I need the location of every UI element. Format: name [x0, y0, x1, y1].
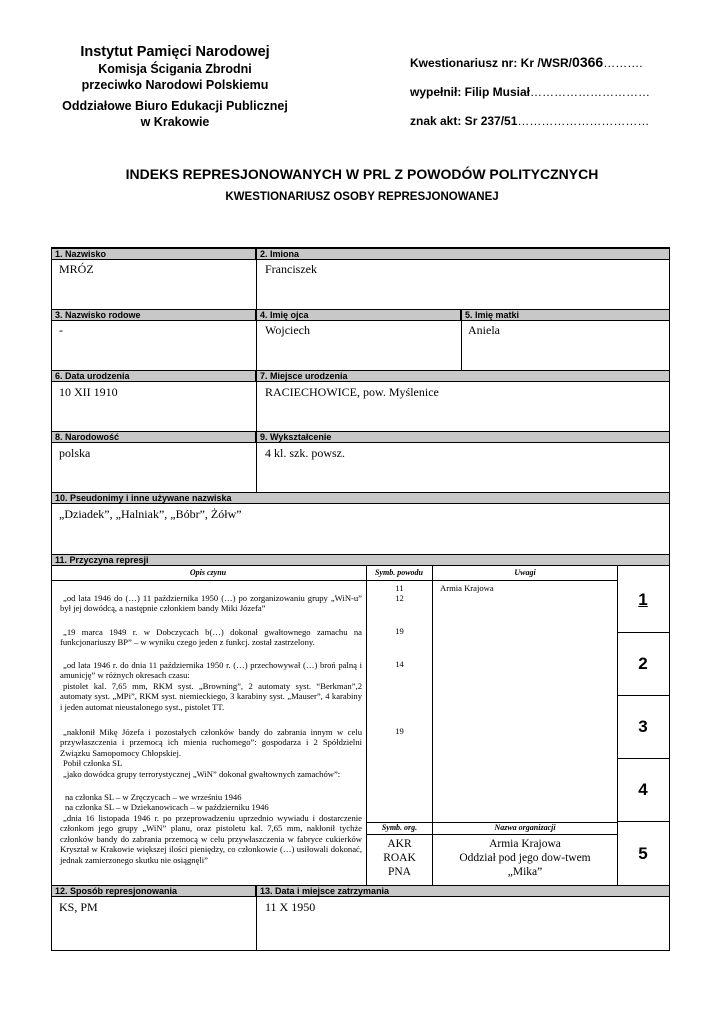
description-8: na członka SL – w Zręczycach – we wrześniu 1946 — [65, 792, 242, 802]
birth-date-label: 6. Data urodzenia — [51, 370, 256, 382]
org-name-line-1: Armia Krajowa — [489, 838, 561, 850]
org-table-header-line — [366, 834, 617, 835]
reason-code-1: 11 — [395, 583, 404, 593]
num-box-line-3 — [617, 758, 670, 759]
description-3: „od lata 1946 r. do dnia 11 października 1950 r. (…) przechowywał (…) broń palną i amunicję” w różnych okresach czasu: — [60, 660, 362, 681]
row3-divider — [256, 370, 257, 432]
filled-by-dots: ………………………… — [530, 85, 651, 99]
education-label: 9. Wykształcenie — [256, 431, 670, 443]
row2-divider-a — [256, 309, 257, 371]
file-ref-label: znak akt: Sr 237/51 — [410, 114, 518, 128]
commission-line-1: Komisja Ścigania Zbrodni — [98, 62, 252, 76]
row-number-2: 2 — [638, 654, 648, 673]
mother-name-value: Aniela — [468, 323, 500, 337]
reason-code-3: 19 — [395, 626, 404, 636]
questionnaire-number-line — [410, 54, 643, 70]
father-name-label: 4. Imię ojca — [256, 309, 461, 321]
main-title: INDEKS REPRESJONOWANYCH W PRL Z POWODÓW POLITYCZNYCH — [125, 166, 599, 182]
row-number-4: 4 — [638, 780, 648, 799]
file-ref-line — [410, 114, 649, 128]
org-name-line-3: „Mika” — [507, 866, 543, 878]
education-value: 4 kl. szk. powsz. — [265, 446, 345, 460]
row-number-1: 1 — [638, 590, 648, 609]
office-line-2: w Krakowie — [140, 115, 210, 129]
notes-value: Armia Krajowa — [440, 583, 494, 593]
repression-method-value: KS, PM — [59, 900, 98, 914]
row-number-3: 3 — [638, 717, 648, 736]
org-symbol-3: PNA — [387, 866, 411, 878]
reason-symbol-col-header: Symb. powodu — [374, 568, 423, 577]
office-line-1: Oddziałowe Biuro Edukacji Publicznej — [62, 99, 288, 113]
arrest-label: 13. Data i miejsce zatrzymania — [256, 885, 670, 897]
mother-name-label: 5. Imię matki — [461, 309, 670, 321]
org-symbol-col-header: Symb. org. — [381, 823, 418, 832]
repression-cause-label: 11. Przyczyna represji — [51, 554, 670, 566]
org-name-line-2: Oddział pod jego dow-twem — [459, 852, 591, 864]
file-ref-dots: …………………………… — [517, 114, 650, 128]
nationality-value: polska — [59, 446, 91, 460]
description-6: Pobił członka SL — [63, 758, 123, 768]
num-box-line-1 — [617, 632, 670, 633]
questionnaire-label: Kwestionariusz nr: Kr /WSR/ — [410, 56, 573, 70]
description-9: na członka SL – w Dziekanowicach – w październiku 1946 — [65, 802, 269, 812]
description-2: „19 marca 1949 r. w Dobczycach b(…) dokonał gwałtownego zamachu na funkcjonariuszy BP” – w wyniku czego jeden z funkcj. został zastrzelony. — [60, 627, 362, 648]
org-symbol-2: ROAK — [383, 852, 416, 864]
row12-divider — [256, 885, 257, 951]
reason-code-5: 19 — [395, 726, 404, 736]
description-5: „nakłonił Mikę Józefa i pozostałych członków bandy do zabrania innym w celu przywłaszczenia i przemocą ich mienia ruchomego”: gospodarza i 2 Spółdzielni Związku Samopomocy Chłopskiej. — [60, 727, 362, 758]
first-names-value: Franciszek — [265, 262, 317, 276]
first-names-label: 2. Imiona — [256, 248, 670, 260]
org-name-col-header: Nazwa organizacji — [494, 823, 556, 832]
father-name-value: Wojciech — [265, 323, 311, 337]
row2-divider-b — [461, 309, 462, 371]
pseudonyms-label: 10. Pseudonimy i inne używane nazwiska — [51, 492, 670, 504]
repression-method-label: 12. Sposób represjonowania — [51, 885, 256, 897]
questionnaire-number: 0366 — [572, 54, 604, 70]
institute-name: Instytut Pamięci Narodowej — [80, 44, 270, 60]
reason-code-2: 12 — [395, 593, 404, 603]
description-col-header: Opis czynu — [189, 568, 227, 577]
row-number-5: 5 — [638, 844, 648, 863]
num-box-line-2 — [617, 695, 670, 696]
row4-divider — [256, 431, 257, 493]
birth-place-value: RACIECHOWICE, pow. Myślenice — [265, 385, 439, 399]
institution-header — [40, 44, 310, 130]
nationality-label: 8. Narodowość — [51, 431, 256, 443]
sub-title: KWESTIONARIUSZ OSOBY REPRESJONOWANEJ — [225, 191, 499, 203]
org-symbol-1: AKR — [387, 838, 412, 850]
surname-value: MRÓZ — [59, 262, 94, 276]
num-box-line-4 — [617, 821, 670, 822]
filled-by-line — [410, 85, 650, 99]
arrest-value: 11 X 1950 — [265, 900, 316, 914]
pseudonyms-value: „Dziadek”, „Halniak”, „Bóbr”, Żółw” — [59, 507, 242, 521]
family-name-label: 3. Nazwisko rodowe — [51, 309, 256, 321]
family-name-value: - — [59, 323, 63, 337]
surname-label: 1. Nazwisko — [51, 248, 256, 260]
birth-date-value: 10 XII 1910 — [59, 385, 118, 399]
sec11-header-line — [51, 580, 617, 581]
description-10: „dnia 16 listopada 1946 r. po przeprowadzeniu uprzednio wywiadu i dostarczenie członkom jego grupy „WiN” planu, oraz pistoletu kal. 7,65 mm, nakłonił tychże członków bandy do zabrania przemocą w celu przywłaszczenia w fabryce cukierków Kryształ w Krakowie większej ilości pieniędzy, co członkowie (…) usiłowali dokonać, jednak zamierzonego skutku nie osiągnęli” — [60, 813, 362, 865]
description-1: „od lata 1946 do (…) 11 października 1950 (…) po zorganizowaniu grupy „WiN-u” był jej dowódcą, a następnie członkiem bandy Miki Józefa” — [60, 593, 362, 614]
filled-by-label: wypełnił: Filip Musiał — [410, 85, 531, 99]
notes-col-header: Uwagi — [514, 568, 536, 577]
description-4: pistolet kal. 7,65 mm, RKM syst. „Browning”, 2 automaty syst. “Berkman”,2 automaty syst. „MPi”, RKM syst. niemieckiego, 3 karabiny syst. „Mauser”, 4 karabiny i jeden automat nieustalonego syst., pistolet TT. — [60, 681, 362, 712]
row1-divider — [256, 248, 257, 310]
birth-place-label: 7. Miejsce urodzenia — [256, 370, 670, 382]
description-7: „jako dowódca grupy terrorystycznej „WiN” dokonał gwałtownych zamachów”: — [63, 769, 341, 779]
reason-code-4: 14 — [395, 659, 404, 669]
commission-line-2: przeciwko Narodowi Polskiemu — [81, 78, 269, 92]
questionnaire-dots: ………. — [603, 56, 643, 70]
